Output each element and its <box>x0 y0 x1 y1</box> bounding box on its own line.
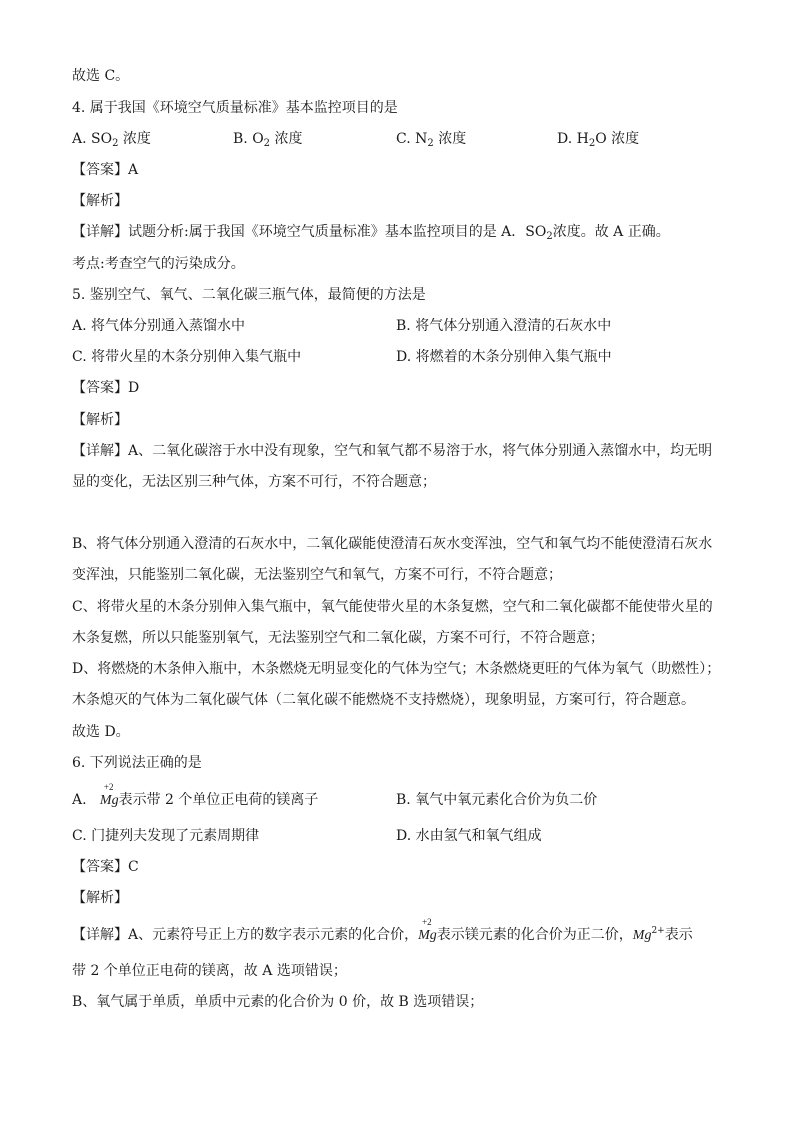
q5-detail-line-1: 【详解】A、二氧化碳溶于水中没有现象，空气和氧气都不易溶于水，将气体分别通入蒸馏水中，均无明 <box>72 443 713 459</box>
q6-option-d: D. 水由氢气和氧气组成 <box>396 828 542 844</box>
q6-answer: 【答案】C <box>72 859 139 875</box>
q5-detail-line-5: C、将带火星的木条分别伸入集气瓶中，氧气能使带火星的木条复燃，空气和二氧化碳都不能使带火星的 <box>72 599 713 615</box>
mg-valence-symbol-inline: +2 Mg <box>418 917 437 943</box>
q5-conclusion: 故选 D。 <box>72 724 130 740</box>
q6-detail-line-2: 带 2 个单位正电荷的镁离，故 A 选项错误； <box>72 963 347 979</box>
q4-analysis-label: 【解析】 <box>72 193 128 209</box>
q5-detail-line-4: 变浑浊，只能鉴别二氧化碳，无法鉴别空气和氧气，方案不可行，不符合题意； <box>72 567 562 583</box>
q4-detail: 【详解】试题分析:属于我国《环境空气质量标准》基本监控项目的是 A．$SO_2$浓度。故 A 正确。 <box>72 224 670 242</box>
q6-detail-line-1: 【详解】A、元素符号正上方的数字表示元素的化合价， +2 Mg表示镁元素的化合价为正二价，$Mg^{2+}$表示 <box>72 925 693 946</box>
q4-stem: 4. 属于我国《环境空气质量标准》基本监控项目的是 <box>72 100 398 116</box>
q5-detail-line-6: 木条复燃，所以只能鉴别氧气，无法鉴别空气和二氧化碳，方案不可行，不符合题意； <box>72 630 604 646</box>
q6-detail-line-3: B、氧气属于单质，单质中元素的化合价为 0 价，故 B 选项错误； <box>72 994 484 1010</box>
q5-analysis-label: 【解析】 <box>72 412 128 428</box>
q4-option-a: A. $SO_2$ 浓度 <box>72 131 151 149</box>
q6-analysis-label: 【解析】 <box>72 890 128 906</box>
q4-option-b: B. $O_2$ 浓度 <box>233 131 303 149</box>
q5-option-c: C. 将带火星的木条分别伸入集气瓶中 <box>72 349 302 365</box>
mg-ion-symbol: Mg <box>632 928 652 943</box>
q5-detail-line-2: 显的变化，无法区别三种气体，方案不可行，不符合题意； <box>72 474 436 490</box>
q6-option-c: C. 门捷列夫发现了元素周期律 <box>72 828 260 844</box>
q4-option-d: D. $H_2O$ 浓度 <box>557 131 640 149</box>
q4-note: 考点:考查空气的污染成分。 <box>72 256 245 272</box>
q5-detail-line-7: D、将燃烧的木条伸入瓶中，木条燃烧无明显变化的气体为空气；木条燃烧更旺的气体为氧气（助燃性）； <box>72 661 721 677</box>
q4-answer: 【答案】A <box>72 162 139 178</box>
q5-option-b: B. 将气体分别通入澄清的石灰水中 <box>396 318 612 334</box>
q4-option-c: C. $N_2$ 浓度 <box>396 131 467 149</box>
q5-option-a: A. 将气体分别通入蒸馏水中 <box>72 318 246 334</box>
mg-valence-symbol: +2 Mg <box>99 782 119 808</box>
q5-stem: 5. 鉴别空气、氧气、二氧化碳三瓶气体，最简便的方法是 <box>72 287 426 303</box>
q5-detail-line-8: 木条熄灭的气体为二氧化碳气体（二氧化碳不能燃烧不支持燃烧），现象明显，方案可行，符合题意。 <box>72 692 695 708</box>
q6-option-a: A. +2 Mg表示带 2 个单位正电荷的镁离子 <box>72 790 318 811</box>
q6-option-b: B. 氧气中氧元素化合价为负二价 <box>396 792 598 808</box>
previous-conclusion: 故选 C。 <box>72 68 130 84</box>
q5-answer: 【答案】D <box>72 380 140 396</box>
q6-stem: 6. 下列说法正确的是 <box>72 755 202 771</box>
q5-option-d: D. 将燃着的木条分别伸入集气瓶中 <box>396 349 612 365</box>
q5-detail-line-3: B、将气体分别通入澄清的石灰水中，二氧化碳能使澄清石灰水变浑浊，空气和氧气均不能使澄清石灰水 <box>72 536 713 552</box>
